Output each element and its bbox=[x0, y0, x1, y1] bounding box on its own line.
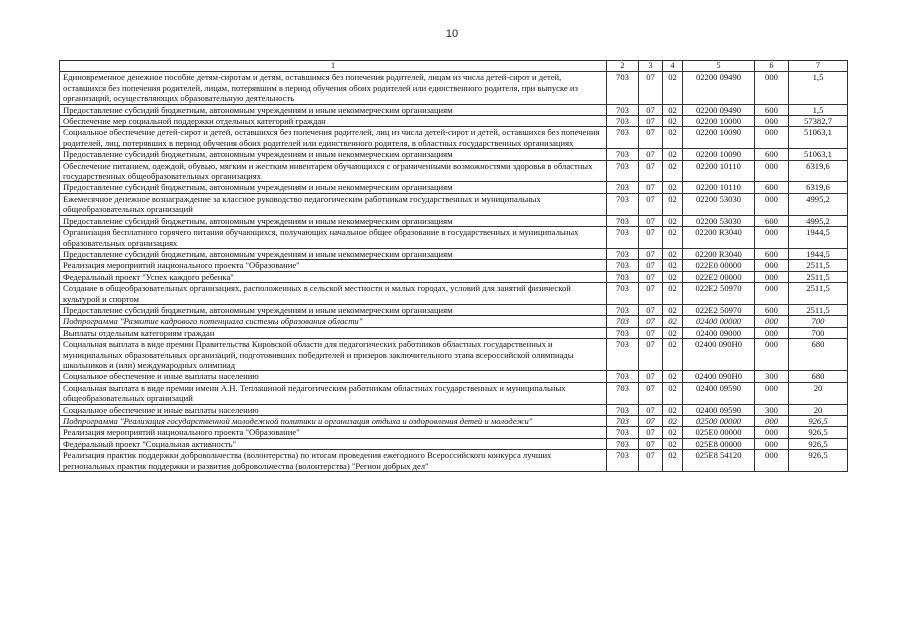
row-section-code: 07 bbox=[639, 104, 663, 115]
row-name: Социальная выплата в виде премии имени А.Н. Теплашиной педагогическим работникам областных государственных и муниципальных общеобразовательных организаций bbox=[60, 382, 607, 404]
row-ministry-code: 703 bbox=[607, 160, 639, 182]
row-ministry-code: 703 bbox=[607, 182, 639, 193]
row-name: Предоставление субсидий бюджетным, автономным учреждениям и иным некоммерческим организациям bbox=[60, 182, 607, 193]
table-row bbox=[60, 160, 848, 182]
row-section-code: 07 bbox=[639, 149, 663, 160]
row-target-code: 02400 09000 bbox=[683, 327, 755, 338]
row-subsection-code: 02 bbox=[663, 416, 683, 427]
table-row bbox=[60, 116, 848, 127]
row-section-code: 07 bbox=[639, 248, 663, 259]
table-row bbox=[60, 404, 848, 415]
row-expense-type: 000 bbox=[755, 382, 789, 404]
row-ministry-code: 703 bbox=[607, 327, 639, 338]
table-row bbox=[60, 182, 848, 193]
row-name: Единовременное денежное пособие детям-сиротам и детям, оставшимся без попечения родителей, лицам из числа детей-сирот и детей, оставшихся без попечения родителей, лицам, потерявшим в период обучения обоих родителей или единственного родителя, при выпуске из организаций, осуществляющих образовательную деятельность bbox=[60, 72, 607, 104]
row-expense-type: 000 bbox=[755, 72, 789, 104]
row-target-code: 02200 R3040 bbox=[683, 227, 755, 249]
row-subsection-code: 02 bbox=[663, 104, 683, 115]
row-section-code: 07 bbox=[639, 327, 663, 338]
row-target-code: 02400 090H0 bbox=[683, 339, 755, 371]
row-target-code: 022E0 00000 bbox=[683, 260, 755, 271]
row-expense-type: 600 bbox=[755, 182, 789, 193]
row-section-code: 07 bbox=[639, 127, 663, 149]
page-number: 10 bbox=[445, 28, 459, 40]
table-row bbox=[60, 283, 848, 305]
row-amount: 20 bbox=[789, 382, 848, 404]
row-subsection-code: 02 bbox=[663, 304, 683, 315]
row-section-code: 07 bbox=[639, 193, 663, 215]
row-expense-type: 600 bbox=[755, 149, 789, 160]
row-ministry-code: 703 bbox=[607, 248, 639, 259]
row-expense-type: 600 bbox=[755, 215, 789, 226]
row-target-code: 022E2 00000 bbox=[683, 271, 755, 282]
row-name: Предоставление субсидий бюджетным, автономным учреждениям и иным некоммерческим организациям bbox=[60, 104, 607, 115]
table-row bbox=[60, 316, 848, 327]
row-subsection-code: 02 bbox=[663, 427, 683, 438]
row-amount: 1,5 bbox=[789, 104, 848, 115]
row-ministry-code: 703 bbox=[607, 450, 639, 472]
row-expense-type: 000 bbox=[755, 271, 789, 282]
row-section-code: 07 bbox=[639, 316, 663, 327]
row-target-code: 02500 00000 bbox=[683, 416, 755, 427]
row-amount: 700 bbox=[789, 316, 848, 327]
row-expense-type: 600 bbox=[755, 104, 789, 115]
row-ministry-code: 703 bbox=[607, 227, 639, 249]
row-subsection-code: 02 bbox=[663, 450, 683, 472]
row-section-code: 07 bbox=[639, 382, 663, 404]
row-ministry-code: 703 bbox=[607, 382, 639, 404]
row-subsection-code: 02 bbox=[663, 182, 683, 193]
row-subsection-code: 02 bbox=[663, 382, 683, 404]
row-ministry-code: 703 bbox=[607, 72, 639, 104]
row-subsection-code: 02 bbox=[663, 327, 683, 338]
row-target-code: 02200 53030 bbox=[683, 193, 755, 215]
row-section-code: 07 bbox=[639, 416, 663, 427]
row-ministry-code: 703 bbox=[607, 260, 639, 271]
row-section-code: 07 bbox=[639, 339, 663, 371]
row-amount: 700 bbox=[789, 327, 848, 338]
row-name: Подпрограмма "Реализация государственной молодежной политики и организация отдыха и оздоровления детей и молодежи" bbox=[60, 416, 607, 427]
row-expense-type: 000 bbox=[755, 193, 789, 215]
row-subsection-code: 02 bbox=[663, 193, 683, 215]
row-expense-type: 000 bbox=[755, 227, 789, 249]
table-row bbox=[60, 260, 848, 271]
row-name: Социальное обеспечение детей-сирот и детей, оставшихся без попечения родителей, лиц из числа детей-сирот и детей, оставшихся без попечения родителей, лиц, потерявших в период обучения обоих родителей или единственного родителя, в областных государственных организациях bbox=[60, 127, 607, 149]
row-expense-type: 000 bbox=[755, 339, 789, 371]
row-section-code: 07 bbox=[639, 283, 663, 305]
row-name: Социальное обеспечение и иные выплаты населению bbox=[60, 371, 607, 382]
row-amount: 1944,5 bbox=[789, 248, 848, 259]
row-expense-type: 000 bbox=[755, 283, 789, 305]
table-row bbox=[60, 450, 848, 472]
row-target-code: 02200 10110 bbox=[683, 160, 755, 182]
row-subsection-code: 02 bbox=[663, 149, 683, 160]
row-expense-type: 300 bbox=[755, 371, 789, 382]
budget-table bbox=[59, 60, 848, 472]
row-target-code: 02200 R3040 bbox=[683, 248, 755, 259]
table-row bbox=[60, 304, 848, 315]
row-name: Обеспечение мер социальной поддержки отдельных категорий граждан bbox=[60, 116, 607, 127]
table-body bbox=[60, 72, 848, 472]
row-section-code: 07 bbox=[639, 304, 663, 315]
row-target-code: 02200 10090 bbox=[683, 149, 755, 160]
row-expense-type: 300 bbox=[755, 404, 789, 415]
row-expense-type: 000 bbox=[755, 127, 789, 149]
row-ministry-code: 703 bbox=[607, 215, 639, 226]
row-ministry-code: 703 bbox=[607, 104, 639, 115]
row-target-code: 02400 00000 bbox=[683, 316, 755, 327]
row-section-code: 07 bbox=[639, 72, 663, 104]
row-expense-type: 600 bbox=[755, 304, 789, 315]
row-expense-type: 000 bbox=[755, 450, 789, 472]
table-row bbox=[60, 438, 848, 449]
row-target-code: 02200 09490 bbox=[683, 104, 755, 115]
table-row bbox=[60, 72, 848, 104]
table-row bbox=[60, 149, 848, 160]
row-expense-type: 000 bbox=[755, 327, 789, 338]
row-name: Федеральный проект "Успех каждого ребенка" bbox=[60, 271, 607, 282]
row-target-code: 02200 09490 bbox=[683, 72, 755, 104]
row-expense-type: 000 bbox=[755, 438, 789, 449]
row-amount: 926,5 bbox=[789, 416, 848, 427]
row-expense-type: 000 bbox=[755, 316, 789, 327]
row-subsection-code: 02 bbox=[663, 72, 683, 104]
row-amount: 4995,2 bbox=[789, 215, 848, 226]
table-row bbox=[60, 339, 848, 371]
row-amount: 51063,1 bbox=[789, 127, 848, 149]
row-target-code: 02400 09590 bbox=[683, 382, 755, 404]
row-expense-type: 000 bbox=[755, 416, 789, 427]
row-name: Создание в общеобразовательных организациях, расположенных в сельской местности и малых городах, условий для занятий физической культурой и спортом bbox=[60, 283, 607, 305]
row-subsection-code: 02 bbox=[663, 371, 683, 382]
row-subsection-code: 02 bbox=[663, 339, 683, 371]
col-header-type: 6 bbox=[755, 61, 789, 72]
row-section-code: 07 bbox=[639, 182, 663, 193]
row-section-code: 07 bbox=[639, 404, 663, 415]
table-row bbox=[60, 248, 848, 259]
row-ministry-code: 703 bbox=[607, 316, 639, 327]
row-target-code: 022E2 50970 bbox=[683, 283, 755, 305]
row-name: Предоставление субсидий бюджетным, автономным учреждениям и иным некоммерческим организациям bbox=[60, 215, 607, 226]
col-header-subsection: 4 bbox=[663, 61, 683, 72]
row-target-code: 025E8 54120 bbox=[683, 450, 755, 472]
row-amount: 1944,5 bbox=[789, 227, 848, 249]
row-expense-type: 000 bbox=[755, 160, 789, 182]
row-ministry-code: 703 bbox=[607, 149, 639, 160]
row-expense-type: 600 bbox=[755, 248, 789, 259]
row-name: Реализация практик поддержки добровольчества (волонтерства) по итогам проведения ежегодного Всероссийского конкурса лучших региональных практик поддержки и развития добровольчества (волонтерства) "Регион добрых дел" bbox=[60, 450, 607, 472]
row-name: Реализация мероприятий национального проекта "Образование" bbox=[60, 260, 607, 271]
col-header-section: 3 bbox=[639, 61, 663, 72]
row-ministry-code: 703 bbox=[607, 416, 639, 427]
row-subsection-code: 02 bbox=[663, 283, 683, 305]
row-ministry-code: 703 bbox=[607, 304, 639, 315]
table-row bbox=[60, 427, 848, 438]
row-ministry-code: 703 bbox=[607, 283, 639, 305]
row-subsection-code: 02 bbox=[663, 215, 683, 226]
table-row bbox=[60, 416, 848, 427]
row-subsection-code: 02 bbox=[663, 160, 683, 182]
row-ministry-code: 703 bbox=[607, 339, 639, 371]
row-subsection-code: 02 bbox=[663, 438, 683, 449]
row-section-code: 07 bbox=[639, 116, 663, 127]
row-target-code: 02400 09590 bbox=[683, 404, 755, 415]
row-name: Социальное обеспечение и иные выплаты населению bbox=[60, 404, 607, 415]
row-name: Социальная выплата в виде премии Правительства Кировской области для педагогических работников областных государственных и муниципальных образовательных организаций, подготовивших победителей и призеров заключительного этапа всероссийской олимпиады школьников и (или) международных олимпиад bbox=[60, 339, 607, 371]
table-row bbox=[60, 271, 848, 282]
col-header-ministry: 2 bbox=[607, 61, 639, 72]
row-amount: 4995,2 bbox=[789, 193, 848, 215]
row-amount: 680 bbox=[789, 371, 848, 382]
row-section-code: 07 bbox=[639, 160, 663, 182]
row-target-code: 025E0 00000 bbox=[683, 427, 755, 438]
row-name: Организация бесплатного горячего питания обучающихся, получающих начальное общее образование в государственных и муниципальных образовательных организациях bbox=[60, 227, 607, 249]
row-subsection-code: 02 bbox=[663, 404, 683, 415]
row-amount: 2511,5 bbox=[789, 283, 848, 305]
row-amount: 57382,7 bbox=[789, 116, 848, 127]
row-amount: 1,5 bbox=[789, 72, 848, 104]
row-section-code: 07 bbox=[639, 438, 663, 449]
row-name: Выплаты отдельным категориям граждан bbox=[60, 327, 607, 338]
row-section-code: 07 bbox=[639, 427, 663, 438]
row-subsection-code: 02 bbox=[663, 316, 683, 327]
table-row bbox=[60, 371, 848, 382]
row-amount: 926,5 bbox=[789, 427, 848, 438]
row-target-code: 02200 10090 bbox=[683, 127, 755, 149]
row-subsection-code: 02 bbox=[663, 248, 683, 259]
row-section-code: 07 bbox=[639, 260, 663, 271]
row-expense-type: 000 bbox=[755, 427, 789, 438]
table-row bbox=[60, 215, 848, 226]
col-header-amount: 7 bbox=[789, 61, 848, 72]
row-ministry-code: 703 bbox=[607, 371, 639, 382]
row-section-code: 07 bbox=[639, 215, 663, 226]
row-name: Обеспечение питанием, одеждой, обувью, мягким и жестким инвентарем обучающихся с ограниченными возможностями здоровья в областных государственных общеобразовательных организациях bbox=[60, 160, 607, 182]
row-subsection-code: 02 bbox=[663, 271, 683, 282]
row-amount: 51063,1 bbox=[789, 149, 848, 160]
row-amount: 926,5 bbox=[789, 450, 848, 472]
row-name: Предоставление субсидий бюджетным, автономным учреждениям и иным некоммерческим организациям bbox=[60, 149, 607, 160]
row-name: Предоставление субсидий бюджетным, автономным учреждениям и иным некоммерческим организациям bbox=[60, 304, 607, 315]
row-target-code: 022E2 50970 bbox=[683, 304, 755, 315]
row-ministry-code: 703 bbox=[607, 116, 639, 127]
row-target-code: 025E8 00000 bbox=[683, 438, 755, 449]
table-row bbox=[60, 382, 848, 404]
row-amount: 20 bbox=[789, 404, 848, 415]
row-amount: 6319,6 bbox=[789, 160, 848, 182]
row-ministry-code: 703 bbox=[607, 127, 639, 149]
row-ministry-code: 703 bbox=[607, 438, 639, 449]
row-target-code: 02200 10110 bbox=[683, 182, 755, 193]
col-header-target: 5 bbox=[683, 61, 755, 72]
row-target-code: 02200 10000 bbox=[683, 116, 755, 127]
row-amount: 2511,5 bbox=[789, 260, 848, 271]
col-header-name: 1 bbox=[60, 61, 607, 72]
row-expense-type: 000 bbox=[755, 260, 789, 271]
row-name: Реализация мероприятий национального проекта "Образование" bbox=[60, 427, 607, 438]
row-expense-type: 000 bbox=[755, 116, 789, 127]
row-section-code: 07 bbox=[639, 371, 663, 382]
row-ministry-code: 703 bbox=[607, 193, 639, 215]
row-ministry-code: 703 bbox=[607, 271, 639, 282]
table-row bbox=[60, 104, 848, 115]
row-subsection-code: 02 bbox=[663, 227, 683, 249]
table-row bbox=[60, 227, 848, 249]
row-amount: 2511,5 bbox=[789, 271, 848, 282]
row-amount: 2511,5 bbox=[789, 304, 848, 315]
column-number-row bbox=[60, 61, 848, 72]
row-name: Подпрограмма "Развитие кадрового потенциала системы образования области" bbox=[60, 316, 607, 327]
row-amount: 6319,6 bbox=[789, 182, 848, 193]
row-ministry-code: 703 bbox=[607, 427, 639, 438]
row-ministry-code: 703 bbox=[607, 404, 639, 415]
row-amount: 926,5 bbox=[789, 438, 848, 449]
table-row bbox=[60, 127, 848, 149]
row-section-code: 07 bbox=[639, 271, 663, 282]
row-subsection-code: 02 bbox=[663, 260, 683, 271]
row-name: Ежемесячное денежное вознаграждение за классное руководство педагогическим работникам государственных и муниципальных общеобразовательных организаций bbox=[60, 193, 607, 215]
row-section-code: 07 bbox=[639, 450, 663, 472]
row-target-code: 02400 090H0 bbox=[683, 371, 755, 382]
row-subsection-code: 02 bbox=[663, 127, 683, 149]
row-name: Предоставление субсидий бюджетным, автономным учреждениям и иным некоммерческим организациям bbox=[60, 248, 607, 259]
table-row bbox=[60, 327, 848, 338]
row-amount: 680 bbox=[789, 339, 848, 371]
row-target-code: 02200 53030 bbox=[683, 215, 755, 226]
row-section-code: 07 bbox=[639, 227, 663, 249]
row-subsection-code: 02 bbox=[663, 116, 683, 127]
row-name: Федеральный проект "Социальная активность" bbox=[60, 438, 607, 449]
table-row bbox=[60, 193, 848, 215]
